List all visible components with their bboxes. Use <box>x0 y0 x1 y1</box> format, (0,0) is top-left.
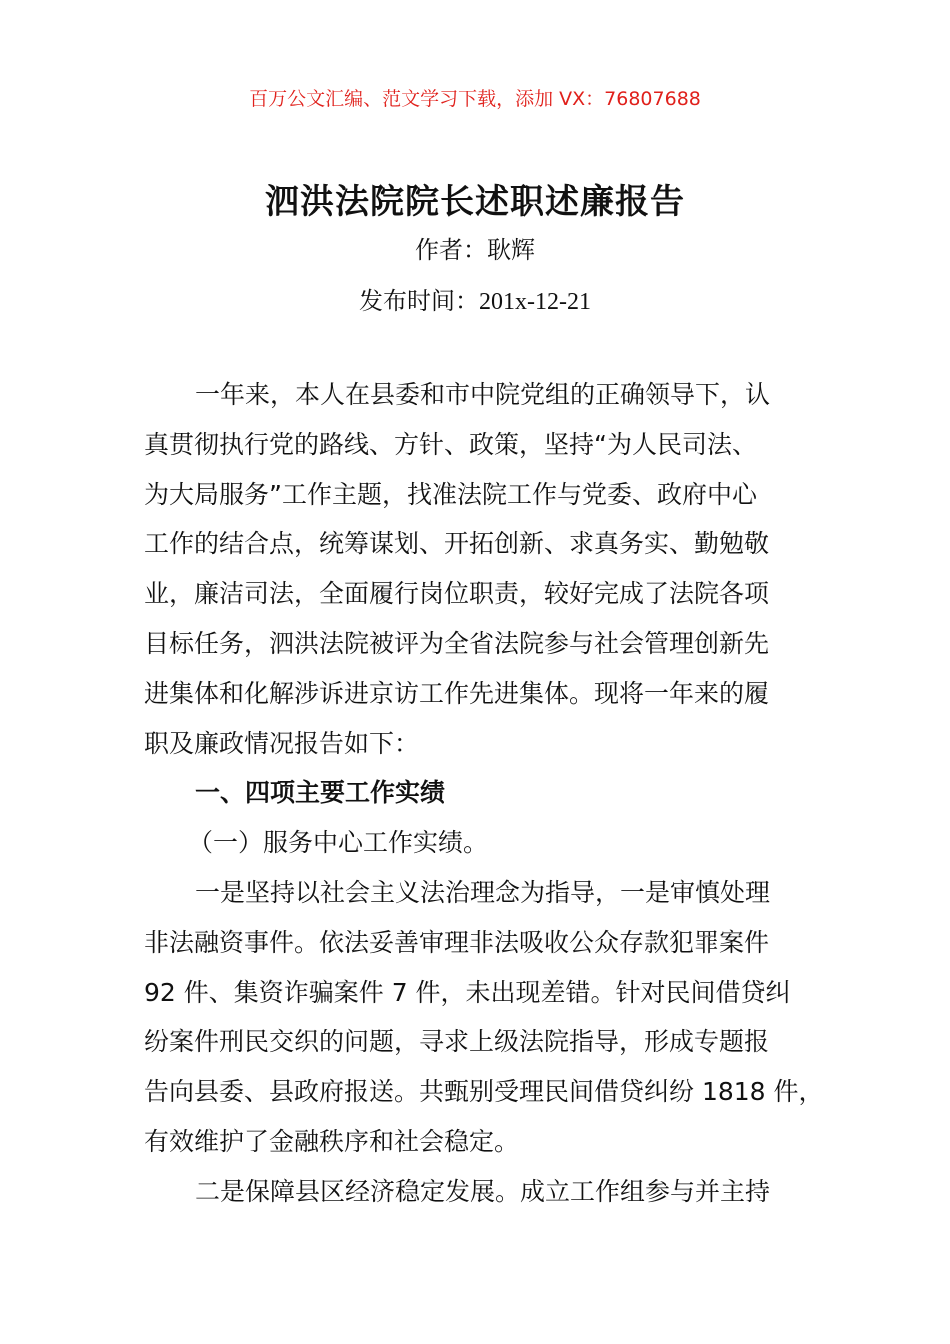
paragraph-line: 业，廉洁司法，全面履行岗位职责，较好完成了法院各项 <box>144 579 770 609</box>
paragraph-line: 二是保障县区经济稳定发展。成立工作组参与并主持 <box>195 1176 771 1206</box>
paragraph-line: 职及廉政情况报告如下： <box>144 728 420 758</box>
date-value: 201x-12-21 <box>479 289 591 315</box>
author-line: 作者：耿辉 <box>415 236 535 264</box>
document-title: 泗洪法院院长述职述廉报告 <box>265 182 685 222</box>
paragraph-line: 非法融资事件。依法妥善审理非法吸收公众存款犯罪案件 <box>144 927 770 957</box>
subsection-heading: （一）服务中心工作实绩。 <box>188 828 489 858</box>
document-body <box>144 370 834 1217</box>
watermark-header: 百万公文汇编、范文学习下载，添加 VX：76807688 <box>249 88 701 110</box>
publish-date <box>0 281 950 316</box>
paragraph-line: 为大局服务”工作主题，找准法院工作与党委、政府中心 <box>144 479 757 509</box>
paragraph-line: 真贯彻执行党的路线、方针、政策，坚持“为人民司法、 <box>144 429 757 459</box>
paragraph-line: 目标任务，泗洪法院被评为全省法院参与社会管理创新先 <box>144 628 770 658</box>
paragraph-line: 进集体和化解涉诉进京访工作先进集体。现将一年来的履 <box>144 678 770 708</box>
paragraph-line: 一年来，本人在县委和市中院党组的正确领导下，认 <box>195 380 771 409</box>
date-label: 发布时间： <box>359 287 479 315</box>
paragraph-line: 92 件、集资诈骗案件 7 件，未出现差错。针对民间借贷纠 <box>144 977 791 1007</box>
paragraph-line: 一是坚持以社会主义法治理念为指导，一是审慎处理 <box>195 877 771 907</box>
section-heading: 一、四项主要工作实绩 <box>195 778 446 808</box>
paragraph-line: 纷案件刑民交织的问题，寻求上级法院指导，形成专题报 <box>144 1027 770 1057</box>
paragraph-line: 告向县委、县政府报送。共甄别受理民间借贷纠纷 1818 件， <box>144 1077 824 1107</box>
paragraph-line: 工作的结合点，统筹谋划、开拓创新、求真务实、勤勉敬 <box>144 529 770 559</box>
paragraph-line: 有效维护了金融秩序和社会稳定。 <box>144 1126 520 1156</box>
